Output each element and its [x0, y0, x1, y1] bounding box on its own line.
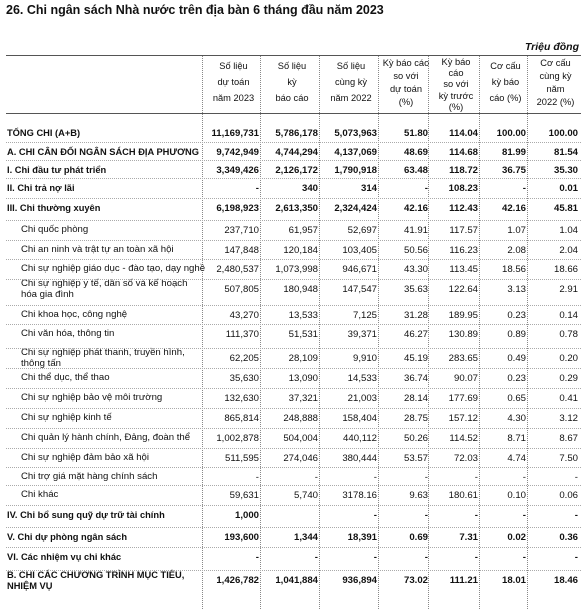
row-value: 13,090 — [288, 373, 318, 384]
row-value: 283.65 — [448, 353, 478, 364]
row-value: 440,112 — [343, 433, 377, 444]
row-separator — [6, 305, 581, 306]
column-header-line: báo cáo — [275, 93, 309, 103]
row-value: 157.12 — [448, 413, 478, 424]
column-header-line: dự toán — [389, 84, 423, 94]
row-value: - — [574, 552, 578, 563]
row-label: V. Chi dự phòng ngân sách — [7, 532, 128, 542]
row-label: Chi quốc phòng — [21, 224, 89, 235]
column-header-line: (%) — [398, 97, 414, 107]
row-value: 21,003 — [347, 393, 377, 404]
row-value: 43.30 — [403, 264, 428, 275]
row-separator — [6, 259, 581, 260]
row-value: 4.30 — [507, 413, 526, 424]
row-value: 936,894 — [342, 575, 377, 586]
column-header-line: Cơ cấu — [540, 58, 571, 68]
column-header-line: năm 2023 — [212, 93, 255, 103]
row-value: - — [255, 472, 259, 483]
column-header-line: kỳ báo — [491, 77, 520, 87]
row-value: 0.10 — [507, 490, 526, 501]
row-value: 11,169,731 — [211, 128, 259, 139]
row-value: 18.56 — [501, 264, 526, 275]
column-header-line: năm — [546, 84, 565, 94]
row-separator — [6, 142, 581, 143]
row-value: - — [373, 510, 377, 521]
row-separator — [6, 505, 581, 506]
row-label: B. CHI CÁC CHƯƠNG TRÌNH MỤC TIÊU, NHIỆM VỤ — [7, 570, 185, 591]
row-value: 37,321 — [288, 393, 318, 404]
row-value: 1,002,878 — [216, 433, 259, 444]
row-label: Chi khoa học, công nghệ — [21, 309, 128, 320]
row-value: 36.74 — [403, 373, 428, 384]
row-value: 7.50 — [559, 453, 578, 464]
row-value: - — [255, 552, 259, 563]
column-header-line: kỳ — [287, 77, 297, 87]
row-value: 111,370 — [225, 329, 259, 340]
row-value: - — [373, 552, 377, 563]
row-value: - — [522, 183, 526, 194]
row-value: 28.75 — [403, 413, 428, 424]
column-header-line: Số liệu — [336, 61, 366, 71]
column-header-line: cáo — [448, 68, 464, 79]
row-value: - — [314, 472, 318, 483]
row-value: - — [424, 183, 428, 194]
row-label: Chi sự nghiệp y tế, dân số và kế hoạch hóa gia đình — [21, 278, 188, 300]
column-header-line: Cơ cấu — [490, 61, 521, 71]
row-separator — [6, 527, 581, 528]
row-value: 1,073,998 — [275, 264, 318, 275]
column-header-line: so với — [393, 71, 419, 81]
row-separator — [6, 240, 581, 241]
row-value: 0.23 — [507, 310, 526, 321]
row-separator — [6, 279, 581, 280]
row-value: 0.65 — [507, 393, 526, 404]
row-value: 81.99 — [501, 147, 526, 158]
row-value: 8.71 — [507, 433, 526, 444]
row-value: 9,742,949 — [216, 147, 259, 158]
row-value: 1.04 — [559, 225, 578, 236]
row-separator — [6, 485, 581, 486]
row-value: 248,888 — [283, 413, 318, 424]
row-value: 0.89 — [507, 329, 526, 340]
column-header — [430, 56, 482, 113]
row-value: 0.69 — [409, 532, 428, 543]
row-value: 0.20 — [559, 353, 578, 364]
column-header-line: dự toán — [217, 77, 250, 87]
row-separator — [6, 467, 581, 468]
row-label: III. Chi thường xuyên — [7, 203, 101, 213]
row-value: 2.08 — [507, 245, 526, 256]
row-value: 1.07 — [507, 225, 526, 236]
row-value: 1,426,782 — [216, 575, 259, 586]
row-value: 28,109 — [288, 353, 318, 364]
row-value: 114.68 — [449, 147, 478, 158]
row-value: 63.48 — [403, 165, 428, 176]
row-label: Chi sự nghiệp đảm bảo xã hội — [21, 452, 150, 463]
row-value: 13,533 — [288, 310, 318, 321]
row-value: 116.23 — [449, 245, 478, 256]
row-value: 946,671 — [342, 264, 377, 275]
table-title: 26. Chi ngân sách Nhà nước trên địa bàn 6 tháng đầu năm 2023 — [6, 3, 384, 17]
row-value: 122.64 — [448, 284, 478, 295]
row-value: 3,349,426 — [216, 165, 259, 176]
column-header — [529, 56, 582, 113]
row-value: 504,004 — [283, 433, 318, 444]
row-separator — [6, 178, 581, 179]
row-value: - — [574, 472, 578, 483]
row-value: - — [522, 510, 526, 521]
row-separator — [6, 348, 581, 349]
row-value: 180.61 — [448, 490, 478, 501]
row-value: 31.28 — [403, 310, 428, 321]
row-value: - — [424, 552, 428, 563]
row-value: 100.00 — [496, 128, 526, 139]
row-value: 42.16 — [403, 203, 428, 214]
row-value: 36.75 — [501, 165, 526, 176]
row-separator — [6, 547, 581, 548]
row-value: 147,547 — [342, 284, 377, 295]
row-value: 46.27 — [403, 329, 428, 340]
column-header-line: Kỳ báo cáo — [382, 58, 430, 68]
row-value: 50.26 — [403, 433, 428, 444]
row-value: 100.00 — [548, 128, 578, 139]
row-separator — [6, 368, 581, 369]
row-value: 50.56 — [403, 245, 428, 256]
row-separator — [6, 220, 581, 221]
row-value: 28.14 — [403, 393, 428, 404]
row-value: 180,948 — [283, 284, 318, 295]
row-value: 5,786,178 — [275, 128, 318, 139]
row-value: 59,631 — [229, 490, 259, 501]
row-value: 132,630 — [224, 393, 259, 404]
row-value: 1,790,918 — [334, 165, 377, 176]
row-separator — [6, 570, 581, 571]
row-value: 35,630 — [229, 373, 259, 384]
row-value: 7.31 — [459, 532, 478, 543]
unit-label: Triệu đồng — [524, 41, 579, 53]
row-value: 0.78 — [559, 329, 578, 340]
row-value: 0.36 — [559, 532, 578, 543]
row-value: - — [474, 510, 478, 521]
row-value: 112.43 — [449, 203, 478, 214]
row-label: IV. Chi bổ sung quỹ dự trữ tài chính — [7, 510, 165, 520]
row-value: 2,126,172 — [275, 165, 318, 176]
row-value: 18,391 — [347, 532, 377, 543]
row-label: Chi sự nghiệp kinh tế — [21, 412, 112, 423]
row-label: II. Chi trả nợ lãi — [7, 183, 75, 193]
row-value: 118.72 — [449, 165, 478, 176]
column-header-line: so với — [443, 79, 469, 90]
row-value: 3.12 — [559, 413, 578, 424]
row-value: 5,073,963 — [334, 128, 377, 139]
row-value: 120,184 — [283, 245, 318, 256]
column-header-line: Số liệu — [277, 61, 307, 71]
row-label: Chi an ninh và trật tự an toàn xã hội — [21, 244, 174, 255]
row-value: 14,533 — [347, 373, 377, 384]
row-label: Chi văn hóa, thông tin — [21, 328, 115, 339]
row-value: 73.02 — [403, 575, 428, 586]
row-label: Chi quản lý hành chính, Đảng, đoàn thể — [21, 432, 191, 443]
column-header-line: cáo (%) — [489, 93, 522, 103]
row-value: - — [474, 552, 478, 563]
column-header-line: Kỳ báo — [441, 57, 471, 67]
row-value: 340 — [301, 183, 318, 194]
row-label: I. Chi đầu tư phát triển — [7, 165, 107, 175]
row-separator — [6, 428, 581, 429]
row-value: 8.67 — [559, 433, 578, 444]
row-value: 511,595 — [225, 453, 259, 464]
row-separator — [6, 408, 581, 409]
row-separator — [6, 160, 581, 161]
row-value: 117.57 — [449, 225, 478, 236]
row-label: TỔNG CHI (A+B) — [7, 128, 81, 138]
row-value: - — [314, 552, 318, 563]
row-value: 4,137,069 — [334, 147, 377, 158]
row-value: 189.95 — [448, 310, 478, 321]
row-value: 380,444 — [342, 453, 377, 464]
row-value: 111.21 — [449, 575, 478, 586]
row-value: 865,814 — [224, 413, 259, 424]
row-value: 507,805 — [224, 284, 259, 295]
column-header-line: kỳ trước — [438, 90, 474, 101]
row-value: 1,000 — [234, 510, 259, 521]
row-separator — [6, 198, 581, 199]
row-value: 130.89 — [448, 329, 478, 340]
row-label: Chi khác — [21, 489, 59, 500]
row-value: 2,613,350 — [275, 203, 318, 214]
row-value: 237,710 — [224, 225, 259, 236]
row-value: 45.81 — [553, 203, 578, 214]
column-header — [481, 56, 530, 114]
row-label: Chi thể dục, thể thao — [21, 372, 110, 383]
row-value: 3178.16 — [342, 490, 377, 501]
row-value: - — [373, 472, 377, 483]
row-value: 2,324,424 — [334, 203, 377, 214]
row-value: 177.69 — [448, 393, 478, 404]
row-value: 2.91 — [559, 284, 578, 295]
row-value: 72.03 — [453, 453, 478, 464]
row-value: 2.04 — [559, 245, 578, 256]
row-value: 193,600 — [224, 532, 259, 543]
row-value: 0.14 — [559, 310, 578, 321]
row-value: 35.63 — [403, 284, 428, 295]
row-value: 35.30 — [553, 165, 578, 176]
row-value: - — [424, 472, 428, 483]
row-value: 0.29 — [559, 373, 578, 384]
column-header-line: năm 2022 — [330, 93, 372, 103]
row-value: 147,848 — [224, 245, 259, 256]
row-value: 53.57 — [403, 453, 428, 464]
column-header-line: cùng kỳ — [334, 77, 368, 87]
row-label: Chi sự nghiệp giáo dục - đào tạo, dạy nghề — [21, 263, 206, 274]
column-header-line: 2022 (%) — [536, 97, 575, 107]
row-value: - — [522, 552, 526, 563]
row-label: Chi sự nghiệp bảo vệ môi trường — [21, 392, 163, 403]
row-value: 314 — [360, 183, 377, 194]
row-value: 42.16 — [501, 203, 526, 214]
row-value: 0.06 — [559, 490, 578, 501]
row-value: 18.66 — [553, 264, 578, 275]
row-value: 3.13 — [507, 284, 526, 295]
column-header — [262, 56, 322, 114]
row-separator — [6, 324, 581, 325]
row-value: 48.69 — [403, 147, 428, 158]
row-value: 274,046 — [283, 453, 318, 464]
row-value: - — [424, 510, 428, 521]
row-value: 51.80 — [403, 128, 428, 139]
row-label: A. CHI CÂN ĐỐI NGÂN SÁCH ĐỊA PHƯƠNG — [7, 147, 199, 157]
row-value: 0.41 — [559, 393, 578, 404]
row-value: 1,344 — [293, 532, 318, 543]
row-value: 4,744,294 — [275, 147, 318, 158]
row-value: 6,198,923 — [216, 203, 259, 214]
row-value: 158,404 — [342, 413, 377, 424]
row-value: - — [574, 510, 578, 521]
row-value: 0.49 — [507, 353, 526, 364]
row-value: 4.74 — [507, 453, 526, 464]
row-separator — [6, 388, 581, 389]
row-value: 9.63 — [409, 490, 428, 501]
row-value: 18.01 — [501, 575, 526, 586]
column-header — [380, 56, 432, 113]
column-header-line: Số liệu — [219, 61, 248, 71]
row-value: 62,205 — [229, 353, 259, 364]
row-value: 108.23 — [448, 183, 478, 194]
row-value: 5,740 — [293, 490, 318, 501]
row-value: - — [474, 472, 478, 483]
row-value: 0.23 — [507, 373, 526, 384]
row-separator — [6, 448, 581, 449]
row-value: 2,480,537 — [216, 264, 259, 275]
row-value: 114.04 — [449, 128, 478, 139]
column-header-line: cùng kỳ — [539, 71, 572, 81]
row-value: 9,910 — [352, 353, 377, 364]
column-header — [204, 56, 263, 114]
row-value: 114.52 — [449, 433, 478, 444]
row-value: 7,125 — [352, 310, 377, 321]
row-value: 61,957 — [288, 225, 318, 236]
row-value: 18.46 — [553, 575, 578, 586]
row-value: 51,531 — [288, 329, 318, 340]
row-value: - — [522, 472, 526, 483]
row-value: 0.01 — [559, 183, 578, 194]
row-value: - — [255, 183, 259, 194]
row-label: Chi sự nghiệp phát thanh, truyền hình, thông tấn — [21, 347, 185, 369]
row-label: Chi trợ giá mặt hàng chính sách — [21, 471, 158, 482]
row-value: 43,270 — [229, 310, 259, 321]
row-label: VI. Các nhiệm vụ chi khác — [7, 552, 122, 562]
row-value: 0.02 — [507, 532, 526, 543]
row-value: 45.19 — [403, 353, 428, 364]
row-value: 1,041,884 — [275, 575, 318, 586]
column-header-line: (%) — [448, 101, 464, 112]
row-value: 103,405 — [342, 245, 377, 256]
row-value: 113.45 — [449, 264, 478, 275]
row-value: 52,697 — [347, 225, 377, 236]
row-value: 41.91 — [403, 225, 428, 236]
row-value: 81.54 — [553, 147, 578, 158]
column-header — [321, 56, 381, 114]
row-value: 90.07 — [453, 373, 478, 384]
row-value: 39,371 — [347, 329, 377, 340]
